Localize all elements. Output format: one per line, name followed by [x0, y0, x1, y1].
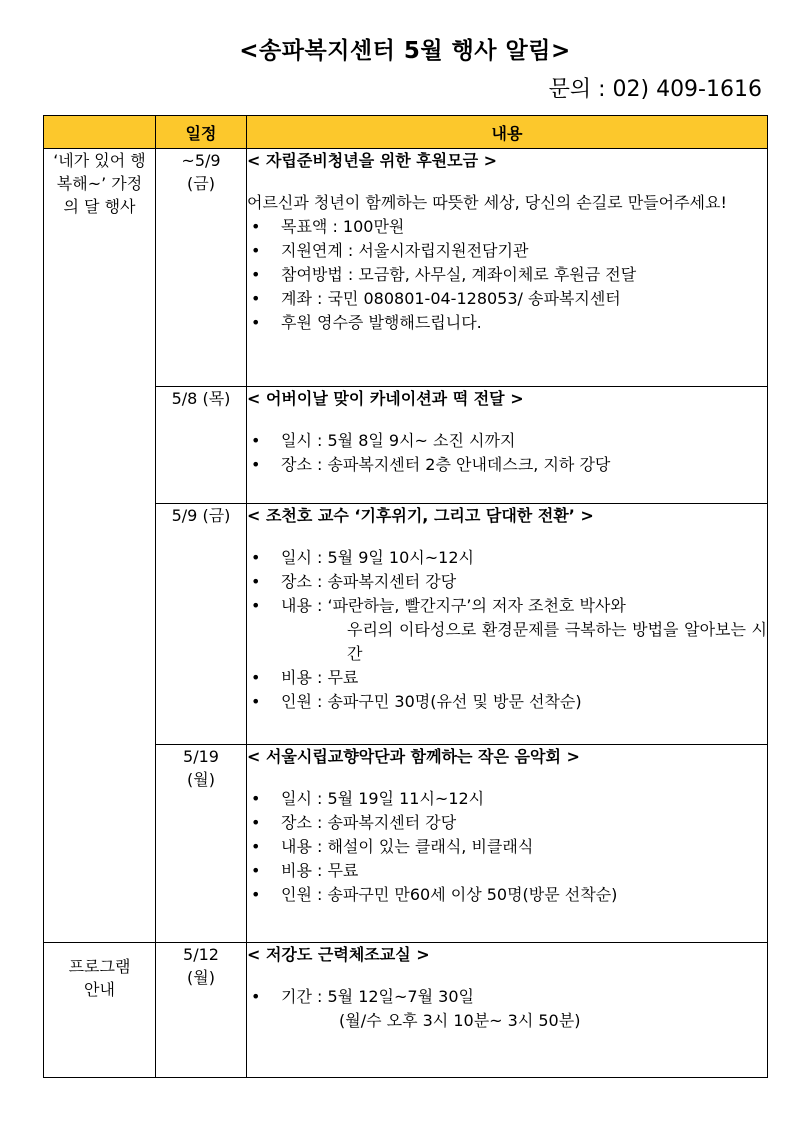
category-label: ‘네가 있어 행복해~’ 가정의 달 행사 [53, 151, 146, 216]
event-title: < 자립준비청년을 위한 후원모금 > [247, 151, 498, 170]
list-item: • 장소 : 송파복지센터 강당 [247, 570, 767, 594]
event-date [156, 387, 247, 504]
list-item: • 일시 : 5월 19일 11시~12시 [247, 787, 767, 811]
event-title: < 조천호 교수 ‘기후위기, 그리고 담대한 전환’ > [247, 506, 594, 525]
list-item-text: 내용 : ‘파란하늘, 빨간지구’의 저자 조천호 박사와 [281, 596, 626, 615]
list-item: • 장소 : 송파복지센터 2층 안내데스크, 지하 강당 [247, 453, 767, 477]
event-intro: 어르신과 청년이 함께하는 따뜻한 세상, 당신의 손길로 만들어주세요! [247, 193, 727, 212]
header-category [44, 116, 156, 149]
category-label: 프로그램 안내 [68, 957, 131, 999]
date-label: 5/8 (목) [171, 389, 231, 408]
date-label: 5/12 (월) [183, 945, 219, 987]
list-item: • 지원연계 : 서울시자립지원전담기관 [247, 239, 767, 263]
list-item: • 목표액 : 100만원 [247, 215, 767, 239]
list-item [247, 594, 767, 618]
list-item: • 인원 : 송파구민 30명(유선 및 방문 선착순) [247, 690, 767, 714]
event-content [247, 943, 768, 1078]
date-label: 5/19 (월) [183, 747, 219, 789]
event-content [247, 387, 768, 504]
table-row [44, 149, 768, 387]
event-details-more [247, 666, 767, 714]
event-content [247, 504, 768, 745]
event-details [247, 429, 767, 477]
list-item: • 일시 : 5월 8일 9시~ 소진 시까지 [247, 429, 767, 453]
header-schedule: 일정 [156, 116, 247, 149]
list-item: • 내용 : 해설이 있는 클래식, 비클래식 [247, 835, 767, 859]
event-details [247, 787, 767, 907]
list-item: • 참여방법 : 모금함, 사무실, 계좌이체로 후원금 전달 [247, 263, 767, 287]
event-content [247, 149, 768, 387]
date-label: 5/9 (금) [171, 506, 231, 525]
category-family-month [44, 149, 156, 943]
list-item: • 비용 : 무료 [247, 859, 767, 883]
event-date [156, 149, 247, 387]
event-table [43, 115, 768, 1078]
date-label: ~5/9 (금) [181, 151, 221, 193]
list-item-continuation: 우리의 이타성으로 환경문제를 극복하는 방법을 알아보는 시간 [347, 620, 767, 663]
event-details [247, 215, 767, 335]
event-title: < 서울시립교향악단과 함께하는 작은 음악회 > [247, 747, 580, 766]
contact-info: 문의 : 02) 409-1616 [548, 77, 762, 102]
list-item: • 일시 : 5월 9일 10시~12시 [247, 546, 767, 570]
page-title: <송파복지센터 5월 행사 알림> [239, 38, 571, 64]
list-item: • 기간 : 5월 12일~7월 30일 [247, 985, 767, 1009]
list-item: • 비용 : 무료 [247, 666, 767, 690]
list-item: • 후원 영수증 발행해드립니다. [247, 311, 767, 335]
event-title: < 어버이날 맞이 카네이션과 떡 전달 > [247, 389, 524, 408]
event-date [156, 745, 247, 943]
event-title: < 저강도 근력체조교실 > [247, 945, 430, 964]
list-item: • 장소 : 송파복지센터 강당 [247, 811, 767, 835]
event-date [156, 943, 247, 1078]
list-item: • 인원 : 송파구민 만60세 이상 50명(방문 선착순) [247, 883, 767, 907]
event-details [247, 985, 767, 1009]
event-details [247, 546, 767, 618]
list-item-continuation: (월/수 오후 3시 10분~ 3시 50분) [339, 1011, 581, 1030]
table-row [44, 943, 768, 1078]
event-date [156, 504, 247, 745]
event-content [247, 745, 768, 943]
table-header-row [44, 116, 768, 149]
list-item: • 계좌 : 국민 080801-04-128053/ 송파복지센터 [247, 287, 767, 311]
header-content: 내용 [247, 116, 768, 149]
category-program [44, 943, 156, 1078]
